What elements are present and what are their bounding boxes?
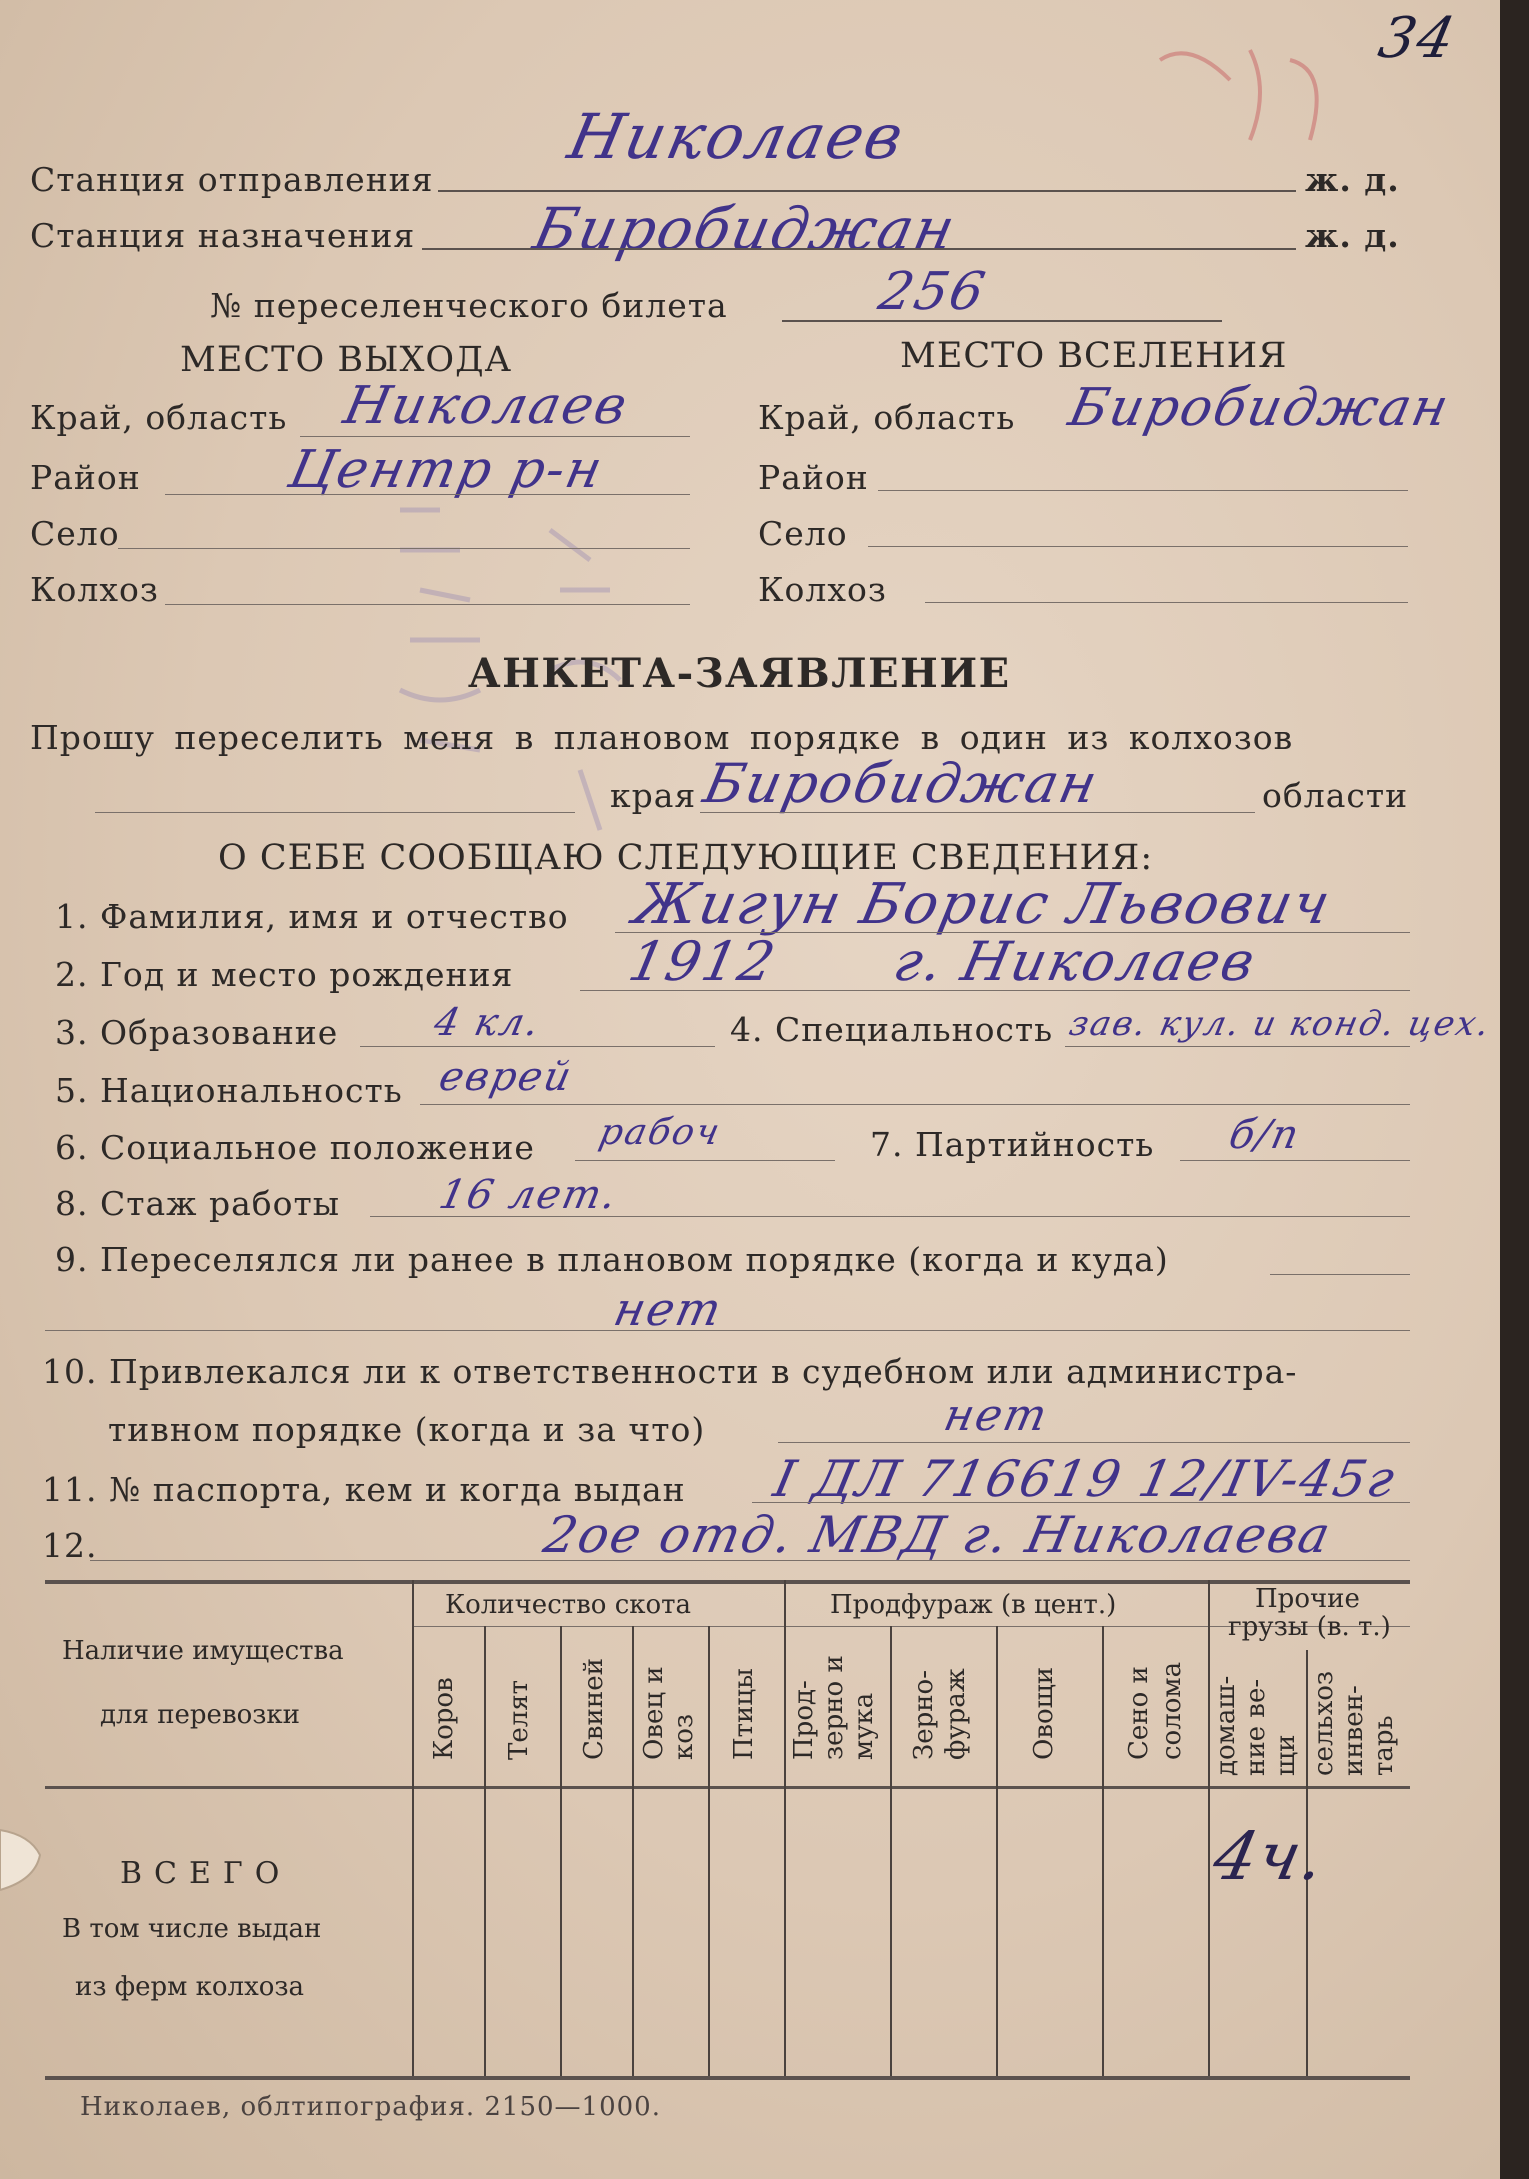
field-6-line (575, 1160, 835, 1161)
field-3-line (360, 1046, 715, 1047)
table-vline-10 (1208, 1580, 1210, 2076)
col-grain-a: Прод- (789, 1680, 819, 1760)
table-vline-4 (632, 1626, 634, 2076)
sheet-number: 34 (1373, 6, 1463, 71)
field-2-year: 1912 (623, 930, 783, 993)
origin-region-value: Николаев (338, 376, 634, 436)
col-sheep-a: Овец и (639, 1666, 669, 1760)
field-9-line-a (1270, 1274, 1410, 1275)
origin-region-label: Край, область (30, 398, 288, 437)
settlement-village-label: Село (758, 514, 848, 553)
col-sheep-b: коз (669, 1713, 699, 1760)
table-vline-8 (996, 1626, 998, 2076)
settlement-heading: МЕСТО ВСЕЛЕНИЯ (900, 336, 1288, 376)
table-vline-5 (708, 1626, 710, 2076)
field-8-line (370, 1216, 1410, 1217)
group-livestock: Количество скота (445, 1590, 692, 1620)
col-inv-a: сельхоз (1309, 1670, 1339, 1776)
field-9-value: нет (609, 1282, 728, 1336)
destination-label: Станция назначения (30, 216, 416, 255)
rail-suffix-1: ж. д. (1305, 160, 1400, 199)
oblasti-label: области (1262, 776, 1409, 815)
table-header-rule (45, 1786, 1410, 1789)
col-hay-a: Сено и (1124, 1666, 1154, 1760)
request-line: Прошу переселить меня в плановом порядке в один из колхозов (30, 718, 1294, 757)
total-label: ВСЕГО (120, 1856, 292, 1891)
incl-label-b: из ферм колхоза (75, 1972, 305, 2002)
field-3-label: 3. Образование (55, 1013, 339, 1052)
field-7-label: 7. Партийность (870, 1125, 1155, 1164)
settlement-region-value: Биробиджан (1063, 378, 1456, 438)
rail-suffix-2: ж. д. (1305, 216, 1400, 255)
field-3-value: 4 кл. (430, 1000, 545, 1044)
field-6-label: 6. Социальное положение (55, 1128, 535, 1167)
col-hay-b: солома (1157, 1661, 1187, 1760)
row-header-b: для перевозки (100, 1700, 300, 1730)
incl-label-a: В том числе выдан (62, 1914, 322, 1944)
field-8-value: 16 лет. (435, 1172, 623, 1218)
settlement-district-label: Район (758, 458, 869, 497)
table-vline-7 (890, 1626, 892, 2076)
kraya-value: Биробиджан (698, 752, 1105, 815)
paper-tear (0, 1820, 70, 1900)
table-vline-2 (484, 1626, 486, 2076)
col-inv-c: тарь (1369, 1715, 1399, 1776)
col-grain-b: зерно и (819, 1655, 849, 1760)
footer-imprint: Николаев, облтипография. 2150—1000. (80, 2092, 661, 2122)
group-fodder: Продфураж (в цент.) (830, 1590, 1117, 1620)
field-10-label-b: тивном порядке (когда и за что) (108, 1410, 706, 1449)
field-11-value: I ДЛ 716619 12/IV-45г (768, 1450, 1402, 1508)
field-8-label: 8. Стаж работы (55, 1184, 341, 1223)
ticket-value: 256 (873, 262, 992, 322)
field-10-label-a: 10. Привлекался ли к ответственности в судебном или администра- (42, 1352, 1298, 1391)
destination-value: Биробиджан (527, 195, 963, 263)
col-pigs: Свиней (579, 1658, 609, 1760)
group-other-b: грузы (в. т.) (1228, 1612, 1391, 1642)
field-6-value: рабоч (595, 1112, 725, 1153)
row-header-a: Наличие имущества (62, 1636, 344, 1666)
kraya-line (700, 812, 1255, 813)
field-5-line (420, 1104, 1410, 1105)
field-12-label: 12. (42, 1526, 98, 1565)
origin-district-label: Район (30, 458, 141, 497)
col-fodder-b: фураж (941, 1668, 971, 1760)
field-9-label: 9. Переселялся ли ранее в плановом порядке (когда и куда) (55, 1240, 1169, 1279)
settlement-district-line (878, 490, 1408, 491)
col-home-c: щи (1271, 1734, 1301, 1776)
field-11-label: 11. № паспорта, кем и когда выдан (42, 1470, 686, 1509)
origin-kolkhoz-label: Колхоз (30, 570, 159, 609)
kraya-label: края (610, 776, 697, 815)
origin-region-line (300, 436, 690, 437)
origin-heading: МЕСТО ВЫХОДА (180, 340, 513, 380)
group-other-a: Прочие (1255, 1584, 1360, 1614)
col-birds: Птицы (729, 1668, 759, 1760)
field-4-label: 4. Специальность (730, 1010, 1054, 1049)
request-blank-line (95, 812, 575, 813)
table-vline-1 (412, 1580, 414, 2076)
settlement-region-label: Край, область (758, 398, 1016, 437)
origin-village-line (118, 548, 690, 549)
ticket-label: № переселенческого билета (210, 286, 728, 325)
field-2-place: г. Николаев (888, 930, 1262, 993)
col-veg: Овощи (1029, 1666, 1059, 1760)
col-grain-c: мука (849, 1692, 879, 1760)
origin-village-label: Село (30, 514, 120, 553)
table-vline-9 (1102, 1626, 1104, 2076)
col-calves: Телят (504, 1679, 534, 1760)
col-inv-b: инвен- (1339, 1685, 1369, 1776)
settlement-kolkhoz-line (925, 602, 1408, 603)
field-12-value: 2ое отд. МВД г. Николаева (538, 1506, 1338, 1564)
col-cows: Коров (429, 1677, 459, 1760)
field-12-line (90, 1560, 1410, 1561)
col-fodder-a: Зерно- (909, 1670, 939, 1760)
ticket-line (782, 320, 1222, 322)
field-10-value: нет (939, 1390, 1054, 1441)
field-2-label: 2. Год и место рождения (55, 955, 514, 994)
departure-line (438, 190, 1296, 192)
origin-kolkhoz-line (165, 604, 690, 605)
field-10-line (778, 1442, 1410, 1443)
section-heading: О СЕБЕ СООБЩАЮ СЛЕДУЮЩИЕ СВЕДЕНИЯ: (218, 838, 1154, 878)
origin-district-line (165, 494, 690, 495)
field-5-value: еврей (435, 1054, 577, 1100)
col-home-a: домаш- (1211, 1675, 1241, 1776)
field-5-label: 5. Национальность (55, 1071, 403, 1110)
field-4-value: зав. кул. и конд. цех. (1065, 1004, 1495, 1044)
table-top-rule (45, 1580, 1410, 1584)
field-4-line (1065, 1046, 1410, 1047)
settlement-kolkhoz-label: Колхоз (758, 570, 887, 609)
departure-value: Николаев (562, 100, 912, 173)
field-1-label: 1. Фамилия, имя и отчество (55, 897, 569, 936)
field-2-line (580, 990, 1410, 991)
table-bottom-rule (45, 2076, 1410, 2080)
red-stamp-mark (1130, 20, 1350, 170)
home-goods-total: 4ч. (1206, 1818, 1334, 1895)
field-11-line (752, 1502, 1410, 1503)
col-home-b: ние ве- (1241, 1678, 1271, 1776)
settlement-village-line (868, 546, 1408, 547)
departure-label: Станция отправления (30, 160, 434, 199)
field-7-value: б/п (1225, 1112, 1305, 1158)
origin-district-value: Центр р-н (283, 440, 609, 500)
field-1-value: Жигун Борис Львович (628, 872, 1338, 937)
field-7-line (1180, 1160, 1410, 1161)
table-vline-6 (784, 1580, 786, 2076)
form-title: АНКЕТА-ЗАЯВЛЕНИЕ (468, 650, 1011, 697)
table-vline-3 (560, 1626, 562, 2076)
field-9-line-b (45, 1330, 1410, 1331)
destination-line (422, 248, 1296, 250)
